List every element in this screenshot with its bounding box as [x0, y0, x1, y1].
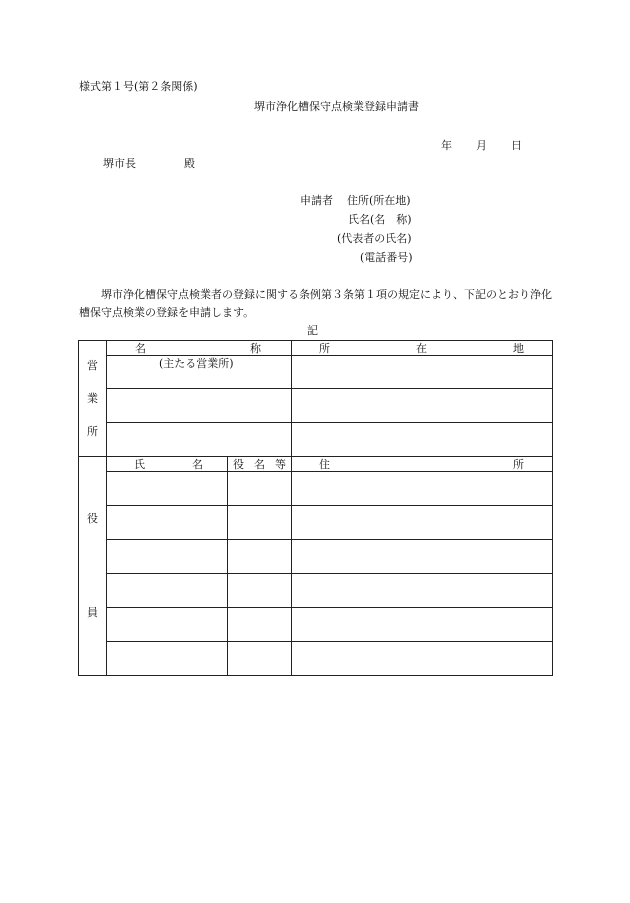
officer-side-char: 員 [87, 606, 98, 619]
applicant-name-label: 氏名(名 称) [348, 213, 412, 226]
officer-title-cell[interactable] [228, 642, 292, 676]
form-number: 様式第１号(第２条関係) [79, 80, 198, 93]
date-day: 日 [511, 139, 522, 152]
applicant-address-label: 住所(所在地) [347, 194, 411, 207]
office-name-cell[interactable] [107, 423, 292, 457]
officer-title-cell[interactable] [228, 506, 292, 540]
document-title: 堺市浄化槽保守点検業登録申請書 [254, 100, 419, 113]
officer-name-header [107, 457, 228, 472]
main-office-note: (主たる営業所) [159, 357, 234, 370]
office-name-cell[interactable] [107, 389, 292, 423]
officer-address-cell[interactable] [292, 472, 553, 506]
office-side-char: 業 [87, 392, 98, 405]
header-char: 住 [319, 457, 330, 471]
officer-name-cell[interactable] [107, 506, 228, 540]
officer-name-cell[interactable] [107, 608, 228, 642]
officer-address-cell[interactable] [292, 642, 553, 676]
header-char: 称 [250, 341, 261, 355]
officer-name-cell[interactable] [107, 472, 228, 506]
office-location-cell[interactable] [292, 389, 553, 423]
header-char: 役 [233, 457, 244, 471]
officer-title-header [228, 457, 292, 472]
header-char: 所 [319, 341, 330, 355]
header-char: 地 [513, 341, 524, 355]
ki-heading: 記 [307, 324, 318, 337]
date-month: 月 [476, 139, 487, 152]
officer-address-cell[interactable] [292, 506, 553, 540]
office-name-cell[interactable] [107, 356, 292, 389]
body-text: 堺市浄化槽保守点検業者の登録に関する条例第３条第１項の規定により、下記のとおり浄化槽保守点検業の登録を申請します。 [79, 288, 552, 319]
office-location-cell[interactable] [292, 356, 553, 389]
header-char: 名 [135, 341, 146, 355]
header-char: 所 [513, 457, 524, 471]
office-location-header [292, 341, 553, 356]
header-char: 在 [416, 341, 427, 355]
officer-title-cell[interactable] [228, 540, 292, 574]
applicant-label: 申請者 [300, 194, 333, 207]
officer-name-cell[interactable] [107, 574, 228, 608]
applicant-representative-label: (代表者の氏名) [337, 232, 412, 245]
officer-side-label [79, 457, 107, 676]
header-char: 氏 [134, 457, 145, 471]
officer-title-cell[interactable] [228, 574, 292, 608]
office-name-header [107, 341, 292, 356]
officer-table [78, 456, 553, 676]
office-side-char: 所 [87, 425, 98, 438]
date-year: 年 [441, 139, 452, 152]
header-char: 名 [192, 457, 203, 471]
addressee-suffix: 殿 [184, 157, 195, 170]
officer-address-cell[interactable] [292, 540, 553, 574]
officer-address-cell[interactable] [292, 574, 553, 608]
officer-name-cell[interactable] [107, 642, 228, 676]
officer-title-cell[interactable] [228, 608, 292, 642]
office-location-cell[interactable] [292, 423, 553, 457]
officer-address-cell[interactable] [292, 608, 553, 642]
applicant-phone-label: (電話番号) [360, 251, 413, 264]
officer-side-char: 役 [87, 512, 98, 525]
officer-title-cell[interactable] [228, 472, 292, 506]
header-char: 等 [275, 457, 286, 471]
office-table [78, 340, 553, 457]
office-side-label [79, 341, 107, 457]
date-line [441, 140, 522, 151]
office-side-char: 営 [87, 359, 98, 372]
officer-address-header [292, 457, 553, 472]
addressee: 堺市長 [103, 157, 136, 170]
header-char: 名 [254, 457, 265, 471]
officer-name-cell[interactable] [107, 540, 228, 574]
